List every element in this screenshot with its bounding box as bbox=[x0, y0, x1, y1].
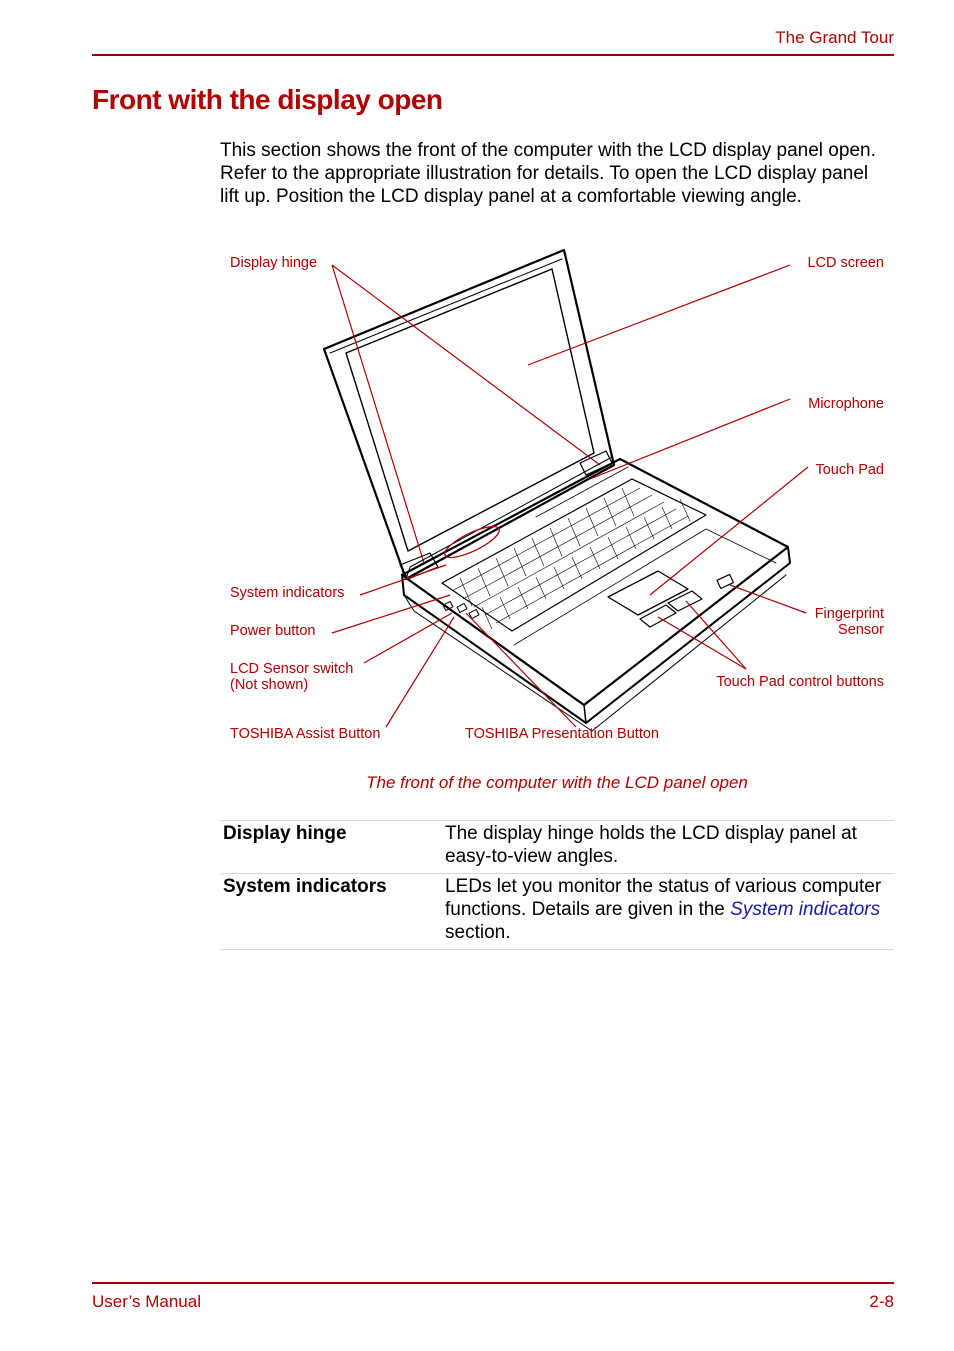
term-cell: System indicators bbox=[220, 874, 442, 950]
callout-fingerprint-line1: Fingerprint bbox=[814, 606, 884, 622]
callout-display-hinge: Display hinge bbox=[230, 255, 318, 271]
callout-lcd-sensor-line2: (Not shown) bbox=[230, 677, 309, 693]
description-table bbox=[220, 820, 894, 950]
intro-paragraph: This section shows the front of the computer with the LCD display panel open. Refer to the appropriate illustration for details. To open the LCD display panel lift up. Position the LCD display panel at a comfortable viewing angle. bbox=[220, 140, 876, 207]
leader-display-hinge-a bbox=[332, 265, 424, 563]
callout-touch-pad-buttons: Touch Pad control buttons bbox=[716, 674, 884, 690]
term-cell: Display hinge bbox=[220, 821, 442, 874]
description-cell: The display hinge holds the LCD display panel at easy-to-view angles. bbox=[442, 821, 894, 874]
callout-touch-pad: Touch Pad bbox=[815, 462, 884, 478]
touch-pad-shape bbox=[608, 571, 688, 615]
leader-tp-buttons-b bbox=[686, 601, 746, 669]
page-title: Front with the display open bbox=[92, 84, 443, 115]
callout-lcd-screen: LCD screen bbox=[807, 255, 884, 271]
leader-lcd-screen bbox=[528, 265, 790, 365]
leader-lcd-sensor bbox=[364, 613, 452, 663]
callout-system-indicators: System indicators bbox=[230, 585, 345, 601]
lcd-lid-outline bbox=[324, 250, 614, 579]
description-text-before: LEDs let you monitor the status of various computer functions. Details are given in the bbox=[445, 876, 882, 920]
callout-lcd-sensor-line1: LCD Sensor switch bbox=[230, 661, 354, 677]
footer-manual-title: User’s Manual bbox=[92, 1292, 201, 1311]
callout-power-button: Power button bbox=[230, 623, 316, 639]
callout-presentation-button: TOSHIBA Presentation Button bbox=[465, 726, 659, 742]
touch-pad-button-right bbox=[668, 591, 702, 611]
page-number: 2-8 bbox=[869, 1292, 894, 1311]
leader-tp-buttons-a bbox=[658, 617, 746, 669]
presentation-button-shape bbox=[457, 603, 467, 612]
description-text-after: section. bbox=[445, 922, 511, 943]
laptop-figure bbox=[220, 245, 900, 755]
footer-rule bbox=[92, 1282, 894, 1284]
header-rule bbox=[92, 54, 894, 56]
leader-assist bbox=[386, 617, 454, 727]
callout-fingerprint-sensor bbox=[815, 606, 884, 638]
callout-microphone: Microphone bbox=[808, 396, 884, 412]
figure-caption: The front of the computer with the LCD panel open bbox=[366, 773, 748, 792]
table-row bbox=[220, 821, 894, 874]
fingerprint-shape bbox=[717, 574, 733, 588]
callout-assist-button: TOSHIBA Assist Button bbox=[230, 726, 381, 742]
leader-microphone bbox=[590, 399, 790, 479]
leader-presentation bbox=[466, 613, 576, 727]
lcd-screen-area bbox=[346, 269, 594, 551]
touch-pad-button-left bbox=[640, 605, 676, 627]
system-indicators-link[interactable]: System indicators bbox=[730, 899, 881, 920]
description-cell bbox=[442, 874, 894, 950]
running-header: The Grand Tour bbox=[775, 28, 894, 47]
keyboard-outline bbox=[442, 479, 706, 631]
table-row bbox=[220, 874, 894, 950]
callout-fingerprint-line2: Sensor bbox=[838, 622, 884, 638]
callout-lcd-sensor bbox=[230, 661, 353, 693]
lcd-lid-inner bbox=[330, 259, 562, 353]
